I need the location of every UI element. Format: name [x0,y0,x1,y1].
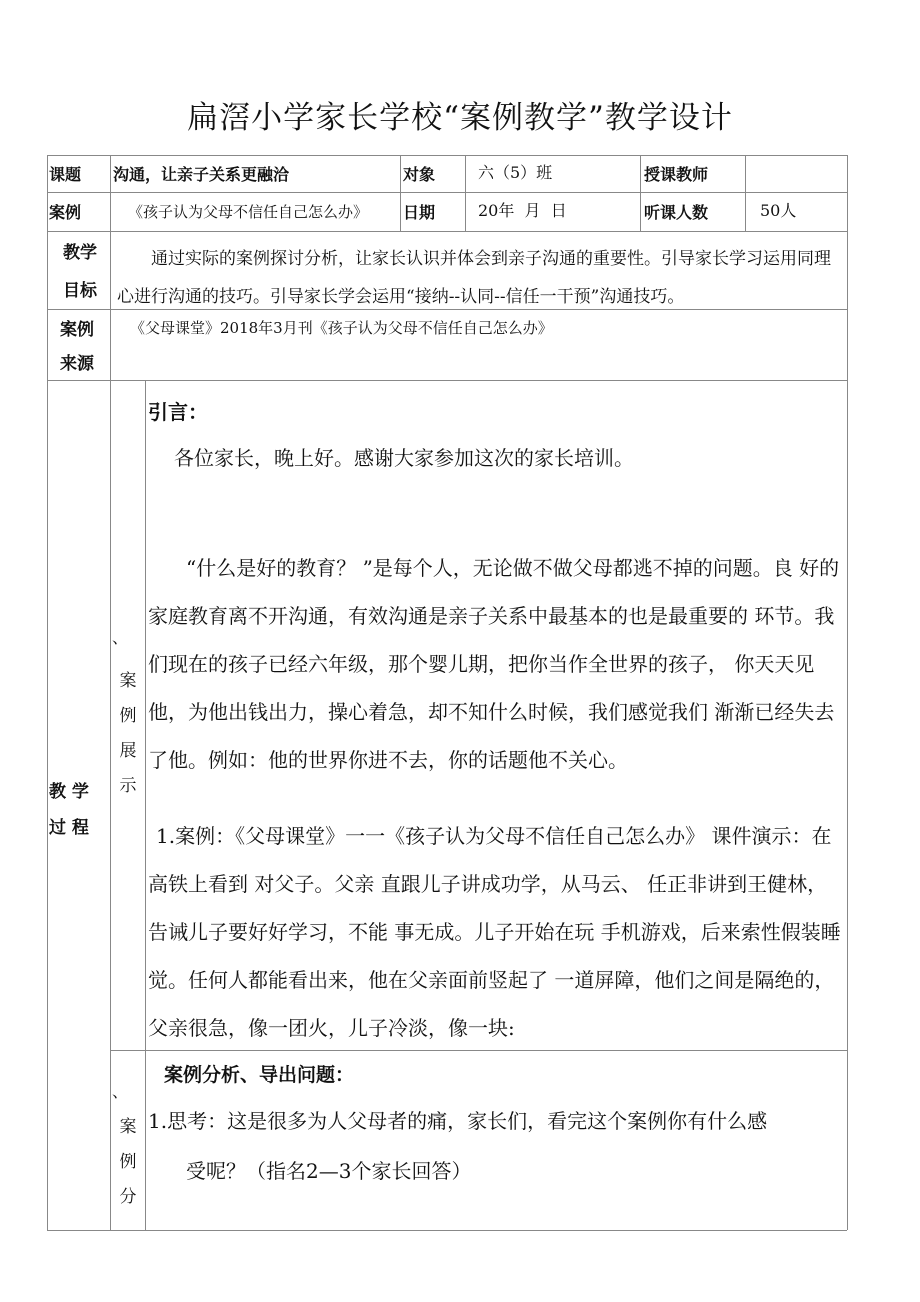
analysis-heading: 案例分析、导出问题： [164,1064,355,1086]
teacher-label: 授课教师 [644,165,709,184]
target-label: 对象 [403,165,436,184]
section1-mark: 、 [112,628,129,647]
table-border [640,155,641,231]
table-border [110,155,111,1230]
source-label-1: 案例 [60,320,94,340]
table-border [47,155,48,1230]
audience-value: 50人 [760,201,797,220]
table-border [47,1230,847,1231]
source-text: 《父母课堂》2018年3月刊《孩子认为父母不信任自己怎么办》 [130,319,553,337]
question-1: 1.思考：这是很多为人父母者的痛，家长们，看完这个案例你有什么感 [148,1109,768,1133]
label-char: 例 [119,1152,137,1172]
goal-text: 通过实际的案例探讨分析，让家长认识并体会到亲子沟通的重要性。引导家长学习运用同理心进行沟通的技巧。引导家长学会运用“接纳--认同--信任一干预”沟通技巧。 [117,249,831,307]
table-border [47,192,847,193]
intro-paragraph: 各位家长，晚上好。感谢大家参加这次的家长培训。 [174,446,634,470]
table-border [465,155,466,231]
section1-label [116,664,140,804]
table-border [400,155,401,231]
label-char: 示 [119,776,137,796]
case-label: 案例 [49,203,82,222]
table-border [745,155,746,231]
document-title: 扁滘小学家长学校“案例教学”教学设计 [187,100,733,136]
table-border [47,155,847,156]
label-char: 展 [119,741,137,761]
case-value: 《孩子认为父母不信任自己怎么办》 [128,203,369,221]
source-label-2: 来源 [60,354,94,374]
label-char: 案 [119,1117,137,1137]
audience-label: 听课人数 [644,203,709,222]
date-label: 日期 [403,203,436,222]
table-border [847,155,848,1230]
date-value: 20年 月 日 [478,201,567,220]
process-label-2: 过 程 [49,818,89,838]
label-char: 分 [119,1187,137,1207]
table-border [145,380,146,1230]
topic-label: 课题 [49,165,82,184]
process-label-1: 教 学 [49,782,89,802]
section2-mark: 、 [112,1082,129,1101]
section2-label [116,1110,140,1215]
table-border [47,231,847,232]
goal-label-1: 教学 [63,243,97,263]
target-value: 六（5）班 [478,163,553,182]
table-border [47,380,847,381]
intro-heading: 引言： [148,400,208,424]
education-paragraph: “什么是好的教育？ ”是每个人，无论做不做父母都逃不掉的问题。良 好的家庭教育离不开沟通，有效沟通是亲子关系中最基本的也是最重要的 环节。我们现在的孩子已经六年级，那个婴儿期，把你当作全世界的孩子， 你天天见他，为他出钱出力，操心着急，却不知什么时候，我们感觉我们 渐渐已经失去了他。例如：他的世界你进不去，你的话题他不关心。 [148,556,840,772]
label-char: 案 [119,671,137,691]
goal-label-2: 目标 [63,281,97,301]
question-1-continued: 受呢？（指名2—3个家长回答） [186,1159,472,1183]
case-paragraph: 1.案例：《父母课堂》一一《孩子认为父母不信任自己怎么办》 课件演示：在高铁上看到 对父子。父亲 直跟儿子讲成功学，从马云、 任正非讲到王健林，告诫儿子要好好学习，不能 事无成。儿子开始在玩 手机游戏，后来索性假装睡觉。任何人都能看出来，他在父亲面前竖起了 一道屏障，他们之间是隔绝的，父亲很急，像一团火，儿子冷淡，像一块: [148,824,841,1040]
topic-value: 沟通，让亲子关系更融洽 [113,165,290,184]
label-char: 例 [119,706,137,726]
